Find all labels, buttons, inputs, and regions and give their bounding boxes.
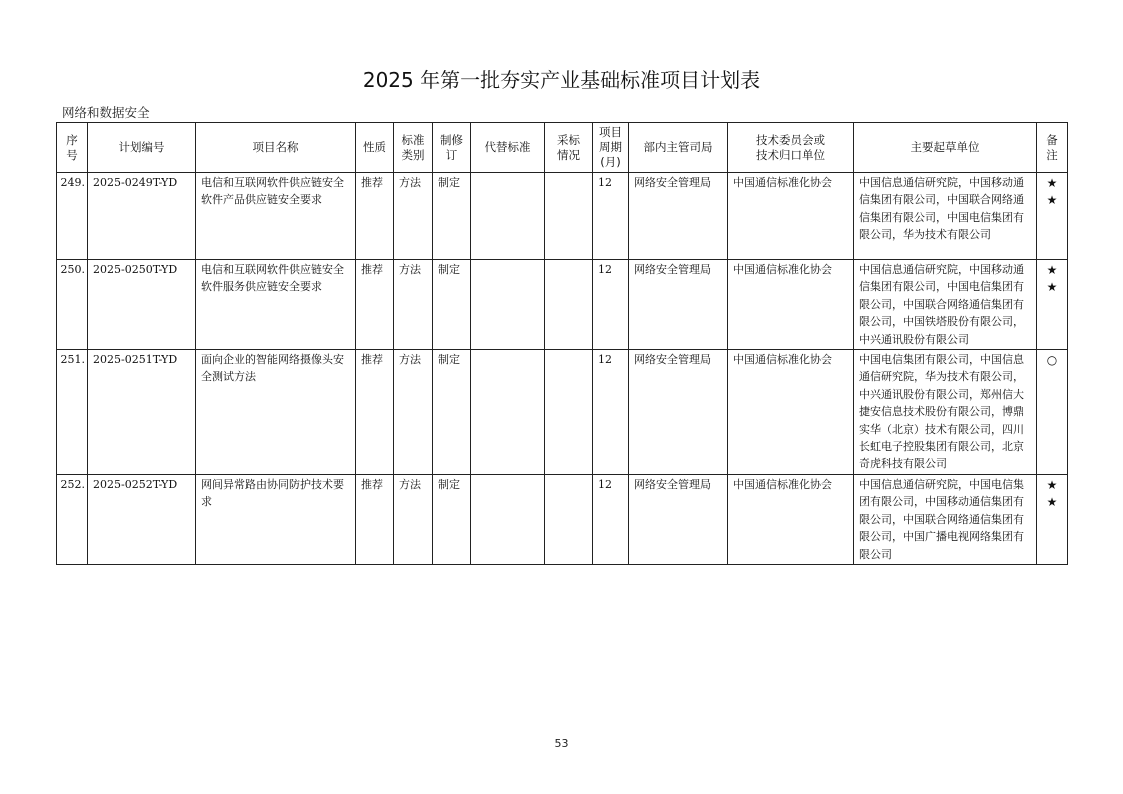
cell-dept: 网络安全管理局: [629, 474, 728, 564]
cell-period: 12: [593, 350, 629, 475]
header-nature: 性质: [356, 123, 394, 173]
circle-icon: ○: [1037, 350, 1068, 475]
cell-seq: 252.: [57, 474, 88, 564]
cell-replace: [471, 350, 545, 475]
document-title: 2025 年第一批夯实产业基础标准项目计划表: [362, 68, 761, 92]
cell-period: 12: [593, 260, 629, 350]
table-row: [57, 173, 1068, 260]
cell-adopt: [545, 260, 593, 350]
cell-revise: 制定: [433, 350, 471, 475]
header-replace: 代替标准: [471, 123, 545, 173]
cell-drafters: 中国信息通信研究院，中国移动通信集团有限公司，中国联合网络通信集团有限公司，中国电信集团有限公司，华为技术有限公司: [854, 173, 1037, 260]
cell-revise: 制定: [433, 260, 471, 350]
header-drafters: 主要起草单位: [854, 123, 1037, 173]
cell-committee: 中国通信标准化协会: [728, 350, 854, 475]
cell-replace: [471, 474, 545, 564]
cell-seq: 250.: [57, 260, 88, 350]
cell-nature: 推荐: [356, 350, 394, 475]
cell-adopt: [545, 173, 593, 260]
cell-nature: 推荐: [356, 173, 394, 260]
cell-name: 网间异常路由协同防护技术要求: [196, 474, 356, 564]
page-number: 53: [554, 737, 569, 750]
star-icon: ★ ★: [1037, 173, 1068, 260]
header-revise: 制修订: [433, 123, 471, 173]
table-row: [57, 474, 1068, 564]
cell-nature: 推荐: [356, 260, 394, 350]
cell-committee: 中国通信标准化协会: [728, 260, 854, 350]
cell-seq: 249.: [57, 173, 88, 260]
cell-adopt: [545, 350, 593, 475]
header-adopt: 采标情况: [545, 123, 593, 173]
cell-name: 电信和互联网软件供应链安全 软件服务供应链安全要求: [196, 260, 356, 350]
header-dept: 部内主管司局: [629, 123, 728, 173]
cell-drafters: 中国信息通信研究院，中国移动通信集团有限公司，中国电信集团有限公司，中国联合网络通信集团有限公司，中国铁塔股份有限公司，中兴通讯股份有限公司: [854, 260, 1037, 350]
header-std-type: 标准类别: [394, 123, 433, 173]
cell-drafters: 中国电信集团有限公司，中国信息通信研究院，华为技术有限公司，中兴通讯股份有限公司，郑州信大捷安信息技术股份有限公司，博鼎实华（北京）技术有限公司，四川长虹电子控股集团有限公司，北京奇虎科技有限公司: [854, 350, 1037, 475]
cell-drafters: 中国信息通信研究院，中国电信集团有限公司，中国移动通信集团有限公司，中国联合网络通信集团有限公司，中国广播电视网络集团有限公司: [854, 474, 1037, 564]
cell-std-type: 方法: [394, 474, 433, 564]
cell-adopt: [545, 474, 593, 564]
cell-plan-no: 2025-0251T-YD: [88, 350, 196, 475]
header-name: 项目名称: [196, 123, 356, 173]
cell-replace: [471, 260, 545, 350]
table-header-row: [57, 123, 1068, 173]
section-label: 网络和数据安全: [62, 105, 150, 120]
cell-plan-no: 2025-0250T-YD: [88, 260, 196, 350]
cell-dept: 网络安全管理局: [629, 350, 728, 475]
star-icon: ★ ★: [1037, 474, 1068, 564]
cell-dept: 网络安全管理局: [629, 260, 728, 350]
cell-std-type: 方法: [394, 173, 433, 260]
cell-period: 12: [593, 474, 629, 564]
star-icon: ★ ★: [1037, 260, 1068, 350]
cell-std-type: 方法: [394, 350, 433, 475]
cell-name: 面向企业的智能网络摄像头安全测试方法: [196, 350, 356, 475]
cell-revise: 制定: [433, 474, 471, 564]
cell-dept: 网络安全管理局: [629, 173, 728, 260]
cell-period: 12: [593, 173, 629, 260]
cell-name: 电信和互联网软件供应链安全 软件产品供应链安全要求: [196, 173, 356, 260]
header-period: 项目周期(月): [593, 123, 629, 173]
cell-committee: 中国通信标准化协会: [728, 173, 854, 260]
cell-nature: 推荐: [356, 474, 394, 564]
standards-plan-table: [56, 122, 1068, 565]
cell-plan-no: 2025-0252T-YD: [88, 474, 196, 564]
header-committee: 技术委员会或技术归口单位: [728, 123, 854, 173]
cell-revise: 制定: [433, 173, 471, 260]
table-row: [57, 350, 1068, 475]
cell-committee: 中国通信标准化协会: [728, 474, 854, 564]
table-row: [57, 260, 1068, 350]
header-remark: 备注: [1037, 123, 1068, 173]
cell-seq: 251.: [57, 350, 88, 475]
header-plan-no: 计划编号: [88, 123, 196, 173]
header-seq: 序号: [57, 123, 88, 173]
cell-std-type: 方法: [394, 260, 433, 350]
cell-replace: [471, 173, 545, 260]
cell-plan-no: 2025-0249T-YD: [88, 173, 196, 260]
